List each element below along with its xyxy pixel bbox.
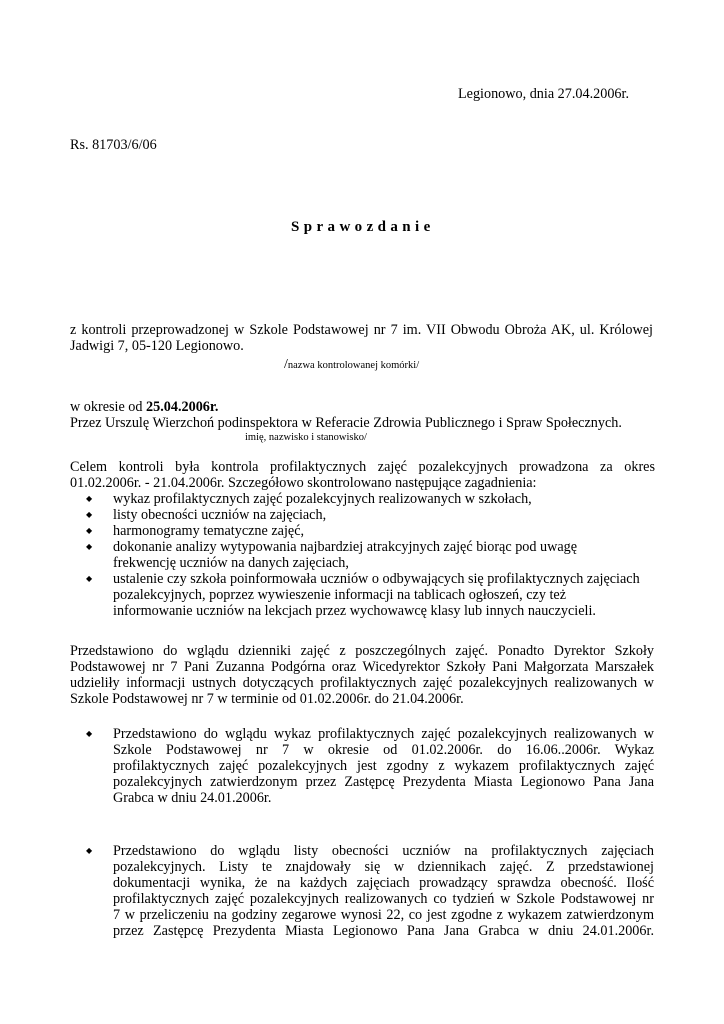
finding-line: 7 w przeliczeniu na godziny zegarowe wynosi 22, co jest zgodne z wykazem zatwierdzonym — [113, 907, 654, 923]
intro-caption — [284, 356, 419, 373]
period-line — [70, 399, 218, 415]
finding-line: dokumentacji wynika, że na każdych zajęciach prowadzący sprawdza obecność. Ilość — [113, 875, 654, 891]
paragraph-line: Szkole Podstawowej nr 7 w terminie od 01.02.2006r. do 21.04.2006r. — [70, 691, 464, 707]
finding-line: ◆ Przedstawiono do wglądu wykaz profilaktycznych zajęć pozalekcyjnych realizowanych w — [113, 726, 654, 742]
paragraph-line: udzieliły informacji ustnych dotyczących profilaktycznych zajęć pozalekcyjnych realizowanych w — [70, 675, 654, 691]
period-date: 25.04.2006r. — [146, 399, 219, 415]
inspector-line: Przez Urszulę Wierzchoń podinspektora w Referacie Zdrowia Publicznego i Spraw Społecznych. — [70, 415, 622, 431]
intro-line-1: z kontroli przeprowadzonej w Szkole Podstawowej nr 7 im. VII Obwodu Obroża AK, ul. Królowej — [70, 322, 653, 338]
document-title: Sprawozdanie — [291, 219, 435, 235]
issue-item — [113, 491, 640, 507]
issue-line: frekwencję uczniów na danych zajęciach, — [113, 555, 349, 571]
issue-line: ◆ wykaz profilaktycznych zajęć pozalekcyjnych realizowanych w szkołach, — [113, 491, 532, 507]
issue-item — [113, 507, 640, 523]
period-prefix: w okresie od — [70, 399, 147, 415]
place-date: Legionowo, dnia 27.04.2006r. — [458, 86, 630, 102]
issue-item — [113, 523, 640, 539]
issues-list — [113, 491, 640, 619]
issue-line: ◆ listy obecności uczniów na zajęciach, — [113, 507, 327, 523]
finding-line: profilaktycznych zajęć pozalekcyjnych jest zgodny z wykazem profilaktycznych zajęć — [113, 758, 654, 774]
issue-item — [113, 539, 640, 571]
paragraph-line: Przedstawiono do wglądu dzienniki zajęć z poszczególnych zajęć. Ponadto Dyrektor Szkoły — [70, 643, 654, 659]
issue-line: ◆ harmonogramy tematyczne zajęć, — [113, 523, 305, 539]
intro-caption-text: nazwa kontrolowanej komórki/ — [287, 360, 420, 371]
finding-line: Szkole Podstawowej nr 7 w okresie od 01.02.2006r. do 16.06..2006r. Wykaz — [113, 742, 654, 758]
finding-line: ◆ Przedstawiono do wglądu listy obecności uczniów na profilaktycznych zajęciach — [113, 843, 654, 859]
paragraph-line: Podstawowej nr 7 Pani Zuzanna Podgórna oraz Wicedyrektor Szkoły Pani Małgorzata Marszałek — [70, 659, 654, 675]
intro-line-2: Jadwigi 7, 05-120 Legionowo. — [70, 338, 244, 354]
reference-number: Rs. 81703/6/06 — [70, 137, 157, 153]
finding-line: profilaktycznych zajęć pozalekcyjnych realizowanych co tydzień w Szkole Podstawowej nr — [113, 891, 654, 907]
inspector-caption: imię, nazwisko i stanowisko/ — [245, 432, 367, 443]
summary-paragraph — [70, 643, 654, 707]
finding-line: pozalekcyjnych. Listy te znajdowały się w dziennikach zajęć. Z przedstawionej — [113, 859, 654, 875]
finding-item — [113, 843, 654, 939]
issue-line: ◆ ustalenie czy szkoła poinformowała uczniów o odbywających się profilaktycznych zajęciach — [113, 571, 640, 587]
finding-line: przez Zastępcę Prezydenta Miasta Legionowo Pana Jana Grabca w dniu 24.01.2006r. — [113, 923, 654, 939]
finding-item — [113, 726, 654, 806]
purpose-line-2: 01.02.2006r. - 21.04.2006r. Szczegółowo skontrolowano następujące zagadnienia: — [70, 475, 537, 491]
issue-line: pozalekcyjnych, poprzez wywieszenie informacji na tablicach ogłoszeń, czy też — [113, 587, 567, 603]
intro-caption-slash: / — [284, 357, 288, 372]
issue-line: ◆ dokonanie analizy wytypowania najbardziej atrakcyjnych zajęć biorąc pod uwagę — [113, 539, 578, 555]
finding-line: Grabca w dniu 24.01.2006r. — [113, 790, 272, 806]
purpose-line-1: Celem kontroli była kontrola profilaktycznych zajęć pozalekcyjnych prowadzona za okres — [70, 459, 655, 475]
issue-line: informowanie uczniów na lekcjach przez wychowawcę klasy lub innych nauczycieli. — [113, 603, 596, 619]
issue-item — [113, 571, 640, 619]
finding-line: pozalekcyjnych zatwierdzonym przez Zastępcę Prezydenta Miasta Legionowo Pana Jana — [113, 774, 654, 790]
